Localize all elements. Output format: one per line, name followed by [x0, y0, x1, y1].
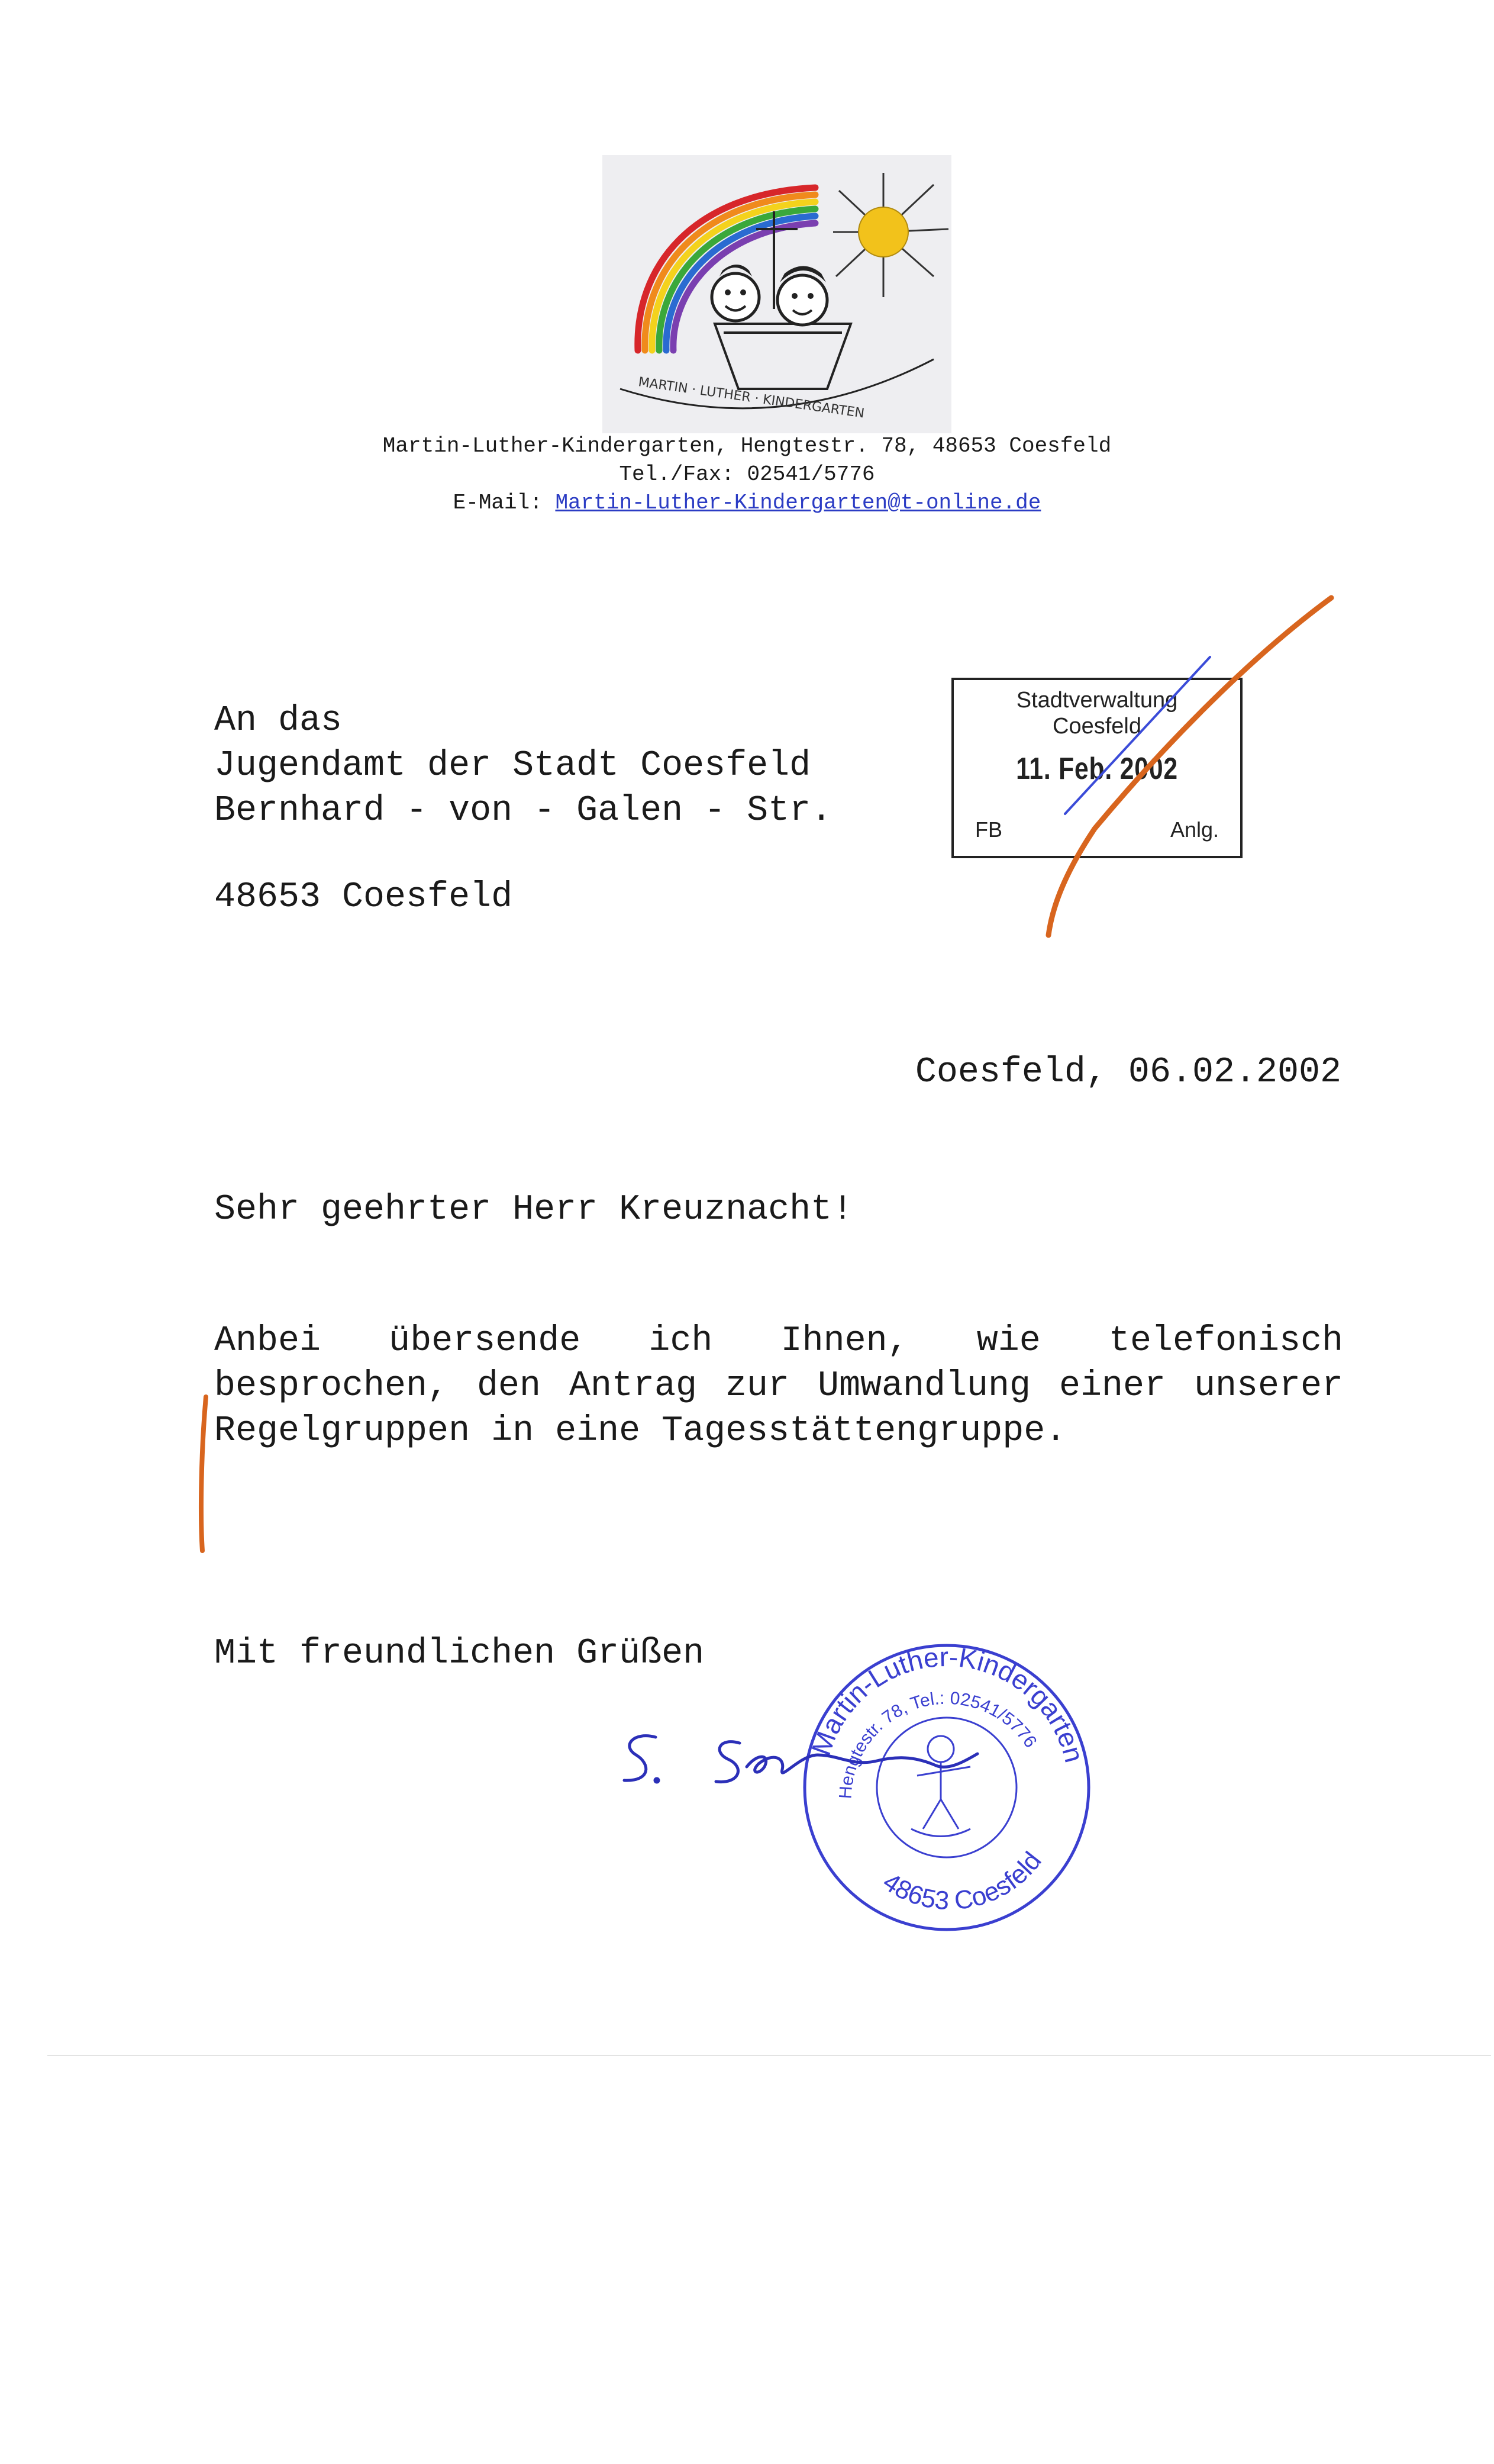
received-stamp [951, 678, 1243, 858]
recipient-line-2: Jugendamt der Stadt Coesfeld [214, 746, 811, 786]
seal-inner-text [835, 1689, 1040, 1800]
closing: Mit freundlichen Grüßen [214, 1634, 705, 1674]
seal-bottom-text [877, 1847, 1047, 1916]
seal-outer-textpath: Martin-Luther-Kindergarten [805, 1641, 1090, 1766]
received-stamp-anlg: Anlg. [1170, 817, 1219, 842]
seal-inner-textpath: Hengtestr. 78, Tel.: 02541/5776 [835, 1688, 1041, 1800]
recipient-line-3: Bernhard - von - Galen - Str. [214, 791, 832, 831]
recipient-address [214, 698, 832, 833]
page-divider [47, 2055, 1491, 2056]
recipient-zip-city: 48653 Coesfeld [214, 877, 513, 917]
received-stamp-date: 11. Feb. 2002 [1016, 752, 1178, 786]
recipient-line-1: An das [214, 701, 343, 741]
round-seal-icon [805, 1645, 1089, 1930]
logo-arc-text: MARTIN · LUTHER · KINDERGARTEN [637, 375, 866, 421]
kindergarten-logo-icon [602, 155, 951, 433]
letterhead-phone: Tel./Fax: 02541/5776 [619, 462, 875, 487]
seal-outer-text [805, 1641, 1090, 1766]
received-stamp-line2: Coesfeld [1053, 714, 1141, 739]
letterhead-email-link[interactable]: Martin-Luther-Kindergarten@t-online.de [555, 491, 1041, 515]
salutation: Sehr geehrter Herr Kreuznacht! [214, 1190, 854, 1230]
letterhead-email-label: E-Mail: [453, 491, 556, 515]
letterhead-address: Martin-Luther-Kindergarten, Hengtestr. 78, 48653 Coesfeld [382, 434, 1112, 458]
letterhead-email-line [0, 489, 1494, 517]
handwritten-signature-icon [624, 1736, 977, 1782]
orange-margin-mark [201, 1397, 206, 1551]
received-stamp-fb: FB [975, 817, 1003, 842]
place-date: Coesfeld, 06.02.2002 [915, 1052, 1341, 1093]
received-stamp-line1: Stadtverwaltung [1016, 688, 1178, 713]
seal-bottom-textpath: 48653 Coesfeld [877, 1846, 1047, 1916]
letter-body: Anbei übersende ich Ihnen, wie telefonisch besprochen, den Antrag zur Umwandlung einer unserer Regelgruppen in eine Tagesstättengruppe. [214, 1321, 1343, 1451]
kindergarten-logo [602, 155, 951, 433]
